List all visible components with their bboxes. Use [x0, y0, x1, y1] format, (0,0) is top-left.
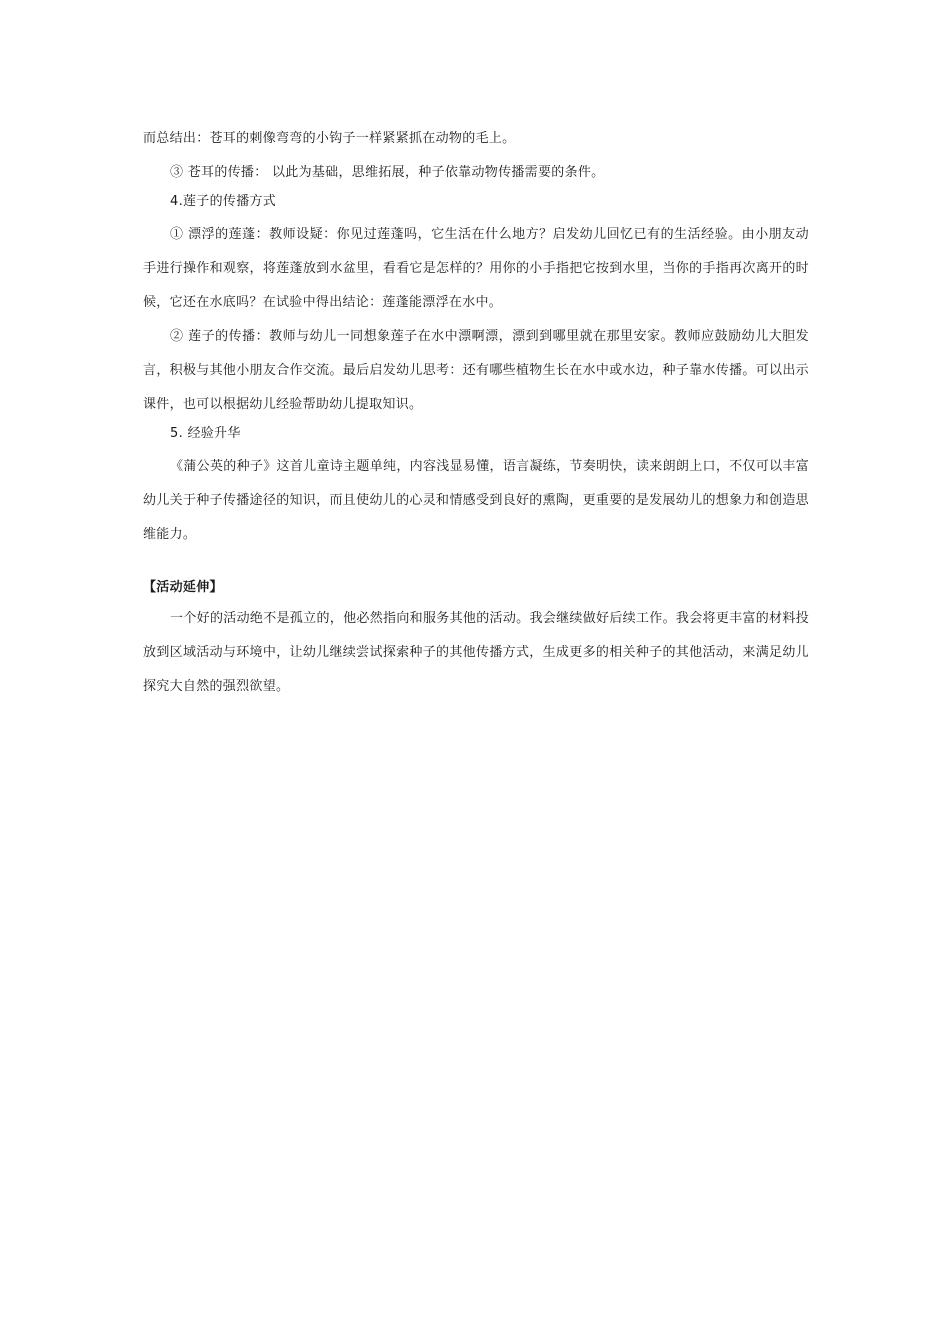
paragraph-experience-summary: 《蒲公英的种子》这首儿童诗主题单纯，内容浅显易懂，语言凝练，节奏明快，读来朗朗上口，不仅可以丰富幼儿关于种子传播途径的知识，而且使幼儿的心灵和情感受到良好的熏陶，更重要的是发展幼儿的想象力和创造思维能力。 [143, 459, 809, 542]
section-5-title: 经验升华 [183, 426, 241, 441]
paragraph-floating-lotus: ① 漂浮的莲蓬：教师设疑：你见过莲蓬吗，它生活在什么地方？启发幼儿回忆已有的生活经验。由小朋友动手进行操作和观察，将莲蓬放到水盆里，看看它是怎样的？用你的小手指把它按到水里，当你的手指再次离开的时候，它还在水底吗？在试验中得出结论：莲蓬能漂浮在水中。 [143, 227, 809, 310]
extension-heading: 【活动延伸】 [143, 580, 223, 595]
section-5-number: 5. [170, 426, 184, 441]
paragraph-cocklebur-summary: 而总结出：苍耳的刺像弯弯的小钩子一样紧紧抓在动物的毛上。 [143, 131, 516, 146]
paragraph-lotus-seed-spread: ② 莲子的传播：教师与幼儿一同想象莲子在水中漂啊漂，漂到到哪里就在那里安家。教师应鼓励幼儿大胆发言，积极与其他小朋友合作交流。最后启发幼儿思考：还有哪些植物生长在水中或水边，种子靠水传播。可以出示课件，也可以根据幼儿经验帮助幼儿提取知识。 [143, 329, 809, 412]
section-4-number: 4 [170, 194, 179, 209]
section-4-heading [143, 190, 809, 214]
paragraph-cocklebur-spread: ③ 苍耳的传播： 以此为基础，思维拓展，种子依靠动物传播需要的条件。 [170, 165, 605, 180]
section-4-title: .莲子的传播方式 [178, 194, 277, 209]
document-page [143, 122, 809, 704]
paragraph-activity-extension: 一个好的活动绝不是孤立的，他必然指向和服务其他的活动。我会继续做好后续工作。我会将更丰富的材料投放到区域活动与环境中，让幼儿继续尝试探索种子的其他传播方式，生成更多的相关种子的其他活动，来满足幼儿探究大自然的强烈欲望。 [143, 611, 809, 694]
section-5-heading [143, 422, 809, 446]
